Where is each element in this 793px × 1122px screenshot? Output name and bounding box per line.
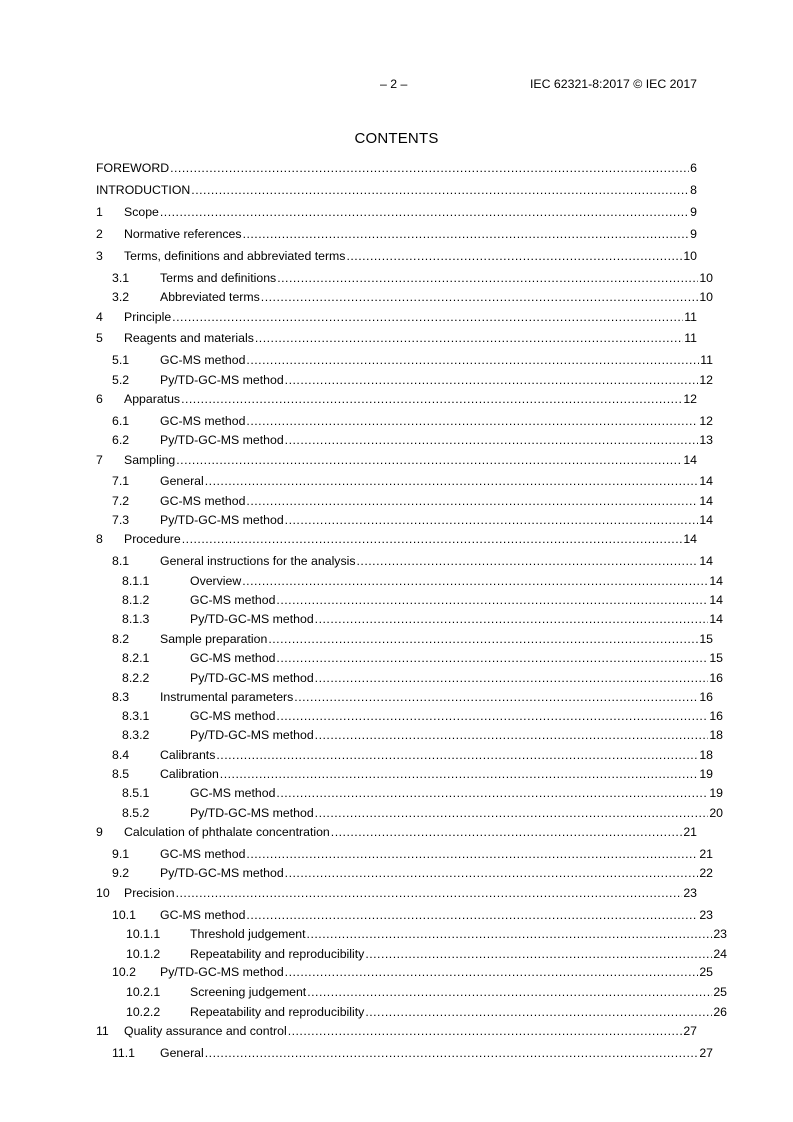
toc-entry-label[interactable]: Py/TD-GC-MS method bbox=[160, 513, 284, 527]
toc-entry[interactable] bbox=[96, 926, 727, 942]
dot-leader bbox=[315, 670, 709, 686]
toc-entry[interactable] bbox=[96, 650, 723, 666]
toc-entry[interactable] bbox=[96, 1045, 713, 1061]
toc-entry-number: 9 bbox=[96, 825, 103, 839]
toc-entry[interactable] bbox=[96, 785, 723, 801]
dot-leader bbox=[216, 747, 698, 763]
toc-entry-label[interactable]: Repeatability and reproducibility bbox=[190, 947, 365, 961]
toc-entry-page[interactable]: 13 bbox=[699, 433, 713, 447]
toc-entry-page[interactable]: 14 bbox=[709, 574, 723, 588]
toc-entry-number: 10.2.2 bbox=[126, 1005, 161, 1019]
toc-entry[interactable] bbox=[96, 946, 727, 962]
toc-entry-number: 9.1 bbox=[112, 847, 130, 861]
toc-entry-number: 8.5.2 bbox=[122, 806, 150, 820]
dot-leader bbox=[285, 512, 699, 528]
dot-leader bbox=[246, 907, 698, 923]
toc-entry-label[interactable]: GC-MS method bbox=[160, 847, 246, 861]
toc-entry-page[interactable]: 16 bbox=[709, 671, 723, 685]
dot-leader bbox=[307, 984, 712, 1000]
toc-entry[interactable] bbox=[96, 885, 697, 901]
toc-entry-number: 5.1 bbox=[112, 353, 130, 367]
toc-entry-page[interactable]: 8 bbox=[690, 183, 697, 197]
toc-entry-page[interactable]: 12 bbox=[699, 373, 713, 387]
dot-leader bbox=[276, 592, 708, 608]
toc-entry-number: 9.2 bbox=[112, 866, 130, 880]
toc-entry-label[interactable]: Py/TD-GC-MS method bbox=[160, 373, 284, 387]
toc-entry-number: 6 bbox=[96, 392, 103, 406]
toc-entry-page[interactable]: 9 bbox=[690, 227, 697, 241]
contents-title: CONTENTS bbox=[354, 130, 439, 147]
toc-entry[interactable] bbox=[96, 964, 713, 980]
toc-entry-label[interactable]: Py/TD-GC-MS method bbox=[190, 671, 314, 685]
toc-entry[interactable] bbox=[96, 330, 697, 346]
toc-entry-number: 8 bbox=[96, 532, 103, 546]
toc-entry[interactable] bbox=[96, 805, 723, 821]
dot-leader bbox=[285, 372, 699, 388]
toc-entry-page[interactable]: 16 bbox=[699, 690, 713, 704]
page-number: – 2 – bbox=[380, 77, 408, 91]
toc-entry-number: 5.2 bbox=[112, 373, 130, 387]
toc-entry-page[interactable]: 15 bbox=[699, 632, 713, 646]
toc-entry-number: 8.5.1 bbox=[122, 786, 150, 800]
toc-entry-number: 10 bbox=[96, 886, 110, 900]
toc-entry-label[interactable]: Scope bbox=[124, 205, 159, 219]
toc-entry-number: 3 bbox=[96, 249, 103, 263]
toc-entry[interactable] bbox=[96, 670, 723, 686]
toc-entry[interactable] bbox=[96, 432, 713, 448]
toc-entry-page[interactable]: 20 bbox=[709, 806, 723, 820]
toc-entry-number: 1 bbox=[96, 205, 103, 219]
toc-entry-page[interactable]: 18 bbox=[709, 728, 723, 742]
dot-leader bbox=[346, 248, 682, 264]
toc-entry-label[interactable]: Terms, definitions and abbreviated terms bbox=[124, 249, 346, 263]
toc-entry-page[interactable]: 25 bbox=[699, 965, 713, 979]
dot-leader bbox=[220, 766, 699, 782]
toc-entry-label[interactable]: Abbreviated terms bbox=[160, 290, 260, 304]
toc-entry-page[interactable]: 11 bbox=[684, 310, 697, 324]
dot-leader bbox=[315, 727, 709, 743]
dot-leader bbox=[365, 1004, 712, 1020]
dot-leader bbox=[246, 352, 699, 368]
toc-entry[interactable] bbox=[96, 611, 723, 627]
toc-entry-page[interactable]: 21 bbox=[683, 825, 697, 839]
toc-entry-page[interactable]: 16 bbox=[709, 709, 723, 723]
toc-entry-number: 8.3.1 bbox=[122, 709, 150, 723]
toc-entry[interactable] bbox=[96, 531, 697, 547]
dot-leader bbox=[315, 805, 709, 821]
toc-entry-number: 10.1.1 bbox=[126, 927, 161, 941]
toc-entry-label[interactable]: Sample preparation bbox=[160, 632, 268, 646]
toc-entry[interactable] bbox=[96, 689, 713, 705]
toc-entry[interactable] bbox=[96, 846, 713, 862]
toc-entry[interactable] bbox=[96, 553, 713, 569]
dot-leader bbox=[331, 824, 683, 840]
toc-entry-label[interactable]: Instrumental parameters bbox=[160, 690, 294, 704]
toc-entry-label[interactable]: Normative references bbox=[124, 227, 242, 241]
toc-entry-number: 7.3 bbox=[112, 513, 130, 527]
toc-entry-label[interactable]: General instructions for the analysis bbox=[160, 554, 356, 568]
toc-entry-number: 4 bbox=[96, 310, 103, 324]
toc-entry-page[interactable]: 23 bbox=[713, 927, 727, 941]
toc-entry-label[interactable]: GC-MS method bbox=[160, 414, 246, 428]
toc-entry-page[interactable]: 27 bbox=[699, 1046, 713, 1060]
toc-entry[interactable] bbox=[96, 289, 713, 305]
dot-leader bbox=[268, 631, 698, 647]
toc-entry-label[interactable]: GC-MS method bbox=[190, 651, 276, 665]
toc-entry-label[interactable]: INTRODUCTION bbox=[96, 183, 191, 197]
toc-entry-number: 8.2.1 bbox=[122, 651, 150, 665]
dot-leader bbox=[160, 204, 689, 220]
dot-leader bbox=[170, 160, 689, 176]
toc-entry[interactable] bbox=[96, 573, 723, 589]
toc-entry-page[interactable]: 14 bbox=[699, 513, 713, 527]
dot-leader bbox=[181, 391, 682, 407]
toc-entry[interactable] bbox=[96, 984, 727, 1000]
toc-entry-label[interactable]: Principle bbox=[124, 310, 172, 324]
toc-entry-page[interactable]: 14 bbox=[683, 453, 697, 467]
toc-entry[interactable] bbox=[96, 352, 713, 368]
toc-entry-label[interactable]: Py/TD-GC-MS method bbox=[190, 612, 314, 626]
toc-entry[interactable] bbox=[96, 473, 713, 489]
dot-leader bbox=[288, 1023, 683, 1039]
document-id: IEC 62321-8:2017 © IEC 2017 bbox=[530, 77, 697, 91]
toc-entry-number: 6.1 bbox=[112, 414, 130, 428]
toc-entry-label[interactable]: FOREWORD bbox=[96, 161, 170, 175]
toc-entry-page[interactable]: 22 bbox=[699, 866, 713, 880]
toc-entry-page[interactable]: 14 bbox=[699, 474, 713, 488]
dot-leader bbox=[276, 785, 708, 801]
toc-entry-page[interactable]: 12 bbox=[699, 414, 713, 428]
toc-entry-number: 2 bbox=[96, 227, 103, 241]
toc-entry-number: 8.5 bbox=[112, 767, 130, 781]
toc-entry-page[interactable]: 10 bbox=[699, 271, 713, 285]
dot-leader bbox=[191, 182, 689, 198]
dot-leader bbox=[276, 650, 708, 666]
toc-entry[interactable] bbox=[96, 391, 697, 407]
toc-entry-page[interactable]: 23 bbox=[699, 908, 713, 922]
toc-entry-label[interactable]: Overview bbox=[190, 574, 242, 588]
toc-entry[interactable] bbox=[96, 592, 723, 608]
toc-entry-number: 8.3 bbox=[112, 690, 130, 704]
toc-entry[interactable] bbox=[96, 727, 723, 743]
toc-entry[interactable] bbox=[96, 907, 713, 923]
toc-entry[interactable] bbox=[96, 824, 697, 840]
toc-entry-number: 5 bbox=[96, 331, 103, 345]
toc-entry[interactable] bbox=[96, 309, 697, 325]
toc-entry-label[interactable]: Py/TD-GC-MS method bbox=[160, 433, 284, 447]
toc-entry-label[interactable]: Threshold judgement bbox=[190, 927, 306, 941]
toc-entry-label[interactable]: Screening judgement bbox=[190, 985, 307, 999]
toc-entry[interactable] bbox=[96, 204, 697, 220]
dot-leader bbox=[243, 226, 690, 242]
dot-leader bbox=[255, 330, 683, 346]
toc-entry-page[interactable]: 21 bbox=[699, 847, 713, 861]
toc-entry-page[interactable]: 25 bbox=[713, 985, 727, 999]
toc-entry-label[interactable]: Sampling bbox=[124, 453, 176, 467]
toc-entry-label[interactable]: GC-MS method bbox=[190, 786, 276, 800]
toc-entry[interactable] bbox=[96, 766, 713, 782]
toc-entry[interactable] bbox=[96, 413, 713, 429]
toc-entry-label[interactable]: Terms and definitions bbox=[160, 271, 277, 285]
toc-entry[interactable] bbox=[96, 248, 697, 264]
toc-entry-number: 10.2.1 bbox=[126, 985, 161, 999]
toc-entry[interactable] bbox=[96, 1023, 697, 1039]
toc-entry[interactable] bbox=[96, 493, 713, 509]
toc-entry-number: 8.2 bbox=[112, 632, 130, 646]
toc-entry-page[interactable]: 10 bbox=[699, 290, 713, 304]
dot-leader bbox=[277, 270, 698, 286]
toc-entry[interactable] bbox=[96, 512, 713, 528]
toc-entry-page[interactable]: 23 bbox=[683, 886, 697, 900]
toc-entry-label[interactable]: Apparatus bbox=[124, 392, 181, 406]
toc-entry-label[interactable]: GC-MS method bbox=[190, 709, 276, 723]
toc-entry-page[interactable]: 14 bbox=[709, 612, 723, 626]
toc-entry[interactable] bbox=[96, 865, 713, 881]
toc-entry-page[interactable]: 11 bbox=[684, 331, 697, 345]
toc-entry-number: 8.3.2 bbox=[122, 728, 150, 742]
toc-entry-page[interactable]: 11 bbox=[700, 353, 713, 367]
toc-entry[interactable] bbox=[96, 708, 723, 724]
toc-entry-label[interactable]: Repeatability and reproducibility bbox=[190, 1005, 365, 1019]
toc-entry-number: 8.2.2 bbox=[122, 671, 150, 685]
toc-entry[interactable] bbox=[96, 1004, 727, 1020]
toc-entry-label[interactable]: Reagents and materials bbox=[124, 331, 254, 345]
dot-leader bbox=[294, 689, 698, 705]
toc-entry[interactable] bbox=[96, 372, 713, 388]
toc-entry-number: 8.1.1 bbox=[122, 574, 150, 588]
toc-entry[interactable] bbox=[96, 226, 697, 242]
dot-leader bbox=[285, 964, 699, 980]
toc-entry-number: 8.4 bbox=[112, 748, 130, 762]
toc-entry-number: 3.1 bbox=[112, 271, 130, 285]
toc-entry-page[interactable]: 15 bbox=[709, 651, 723, 665]
toc-entry-page[interactable]: 6 bbox=[690, 161, 697, 175]
dot-leader bbox=[285, 432, 699, 448]
dot-leader bbox=[176, 885, 683, 901]
toc-entry-number: 6.2 bbox=[112, 433, 130, 447]
toc-entry[interactable] bbox=[96, 747, 713, 763]
dot-leader bbox=[315, 611, 709, 627]
toc-entry-page[interactable]: 9 bbox=[690, 205, 697, 219]
toc-entry-number: 8.1 bbox=[112, 554, 130, 568]
dot-leader bbox=[246, 413, 698, 429]
toc-entry-label[interactable]: Procedure bbox=[124, 532, 181, 546]
toc-entry-page[interactable]: 14 bbox=[699, 554, 713, 568]
toc-entry-label[interactable]: Py/TD-GC-MS method bbox=[160, 866, 284, 880]
toc-entry-label[interactable]: GC-MS method bbox=[160, 494, 246, 508]
toc-entry[interactable] bbox=[96, 160, 697, 176]
toc-entry-label[interactable]: GC-MS method bbox=[190, 593, 276, 607]
toc-entry[interactable] bbox=[96, 182, 697, 198]
toc-entry[interactable] bbox=[96, 452, 697, 468]
dot-leader bbox=[182, 531, 683, 547]
toc-entry-page[interactable]: 27 bbox=[683, 1024, 697, 1038]
dot-leader bbox=[205, 473, 699, 489]
toc-entry-page[interactable]: 10 bbox=[683, 249, 697, 263]
toc-entry-number: 3.2 bbox=[112, 290, 130, 304]
dot-leader bbox=[307, 926, 713, 942]
toc-entry-page[interactable]: 19 bbox=[699, 767, 713, 781]
toc-entry-number: 7 bbox=[96, 453, 103, 467]
toc-entry-page[interactable]: 14 bbox=[699, 494, 713, 508]
dot-leader bbox=[172, 309, 683, 325]
toc-entry-label[interactable]: Calculation of phthalate concentration bbox=[124, 825, 330, 839]
toc-entry-label[interactable]: Py/TD-GC-MS method bbox=[160, 965, 284, 979]
dot-leader bbox=[242, 573, 708, 589]
toc-entry-number: 11 bbox=[96, 1024, 109, 1038]
toc-entry-number: 7.2 bbox=[112, 494, 130, 508]
toc-entry-page[interactable]: 26 bbox=[713, 1005, 727, 1019]
toc-entry-page[interactable]: 19 bbox=[709, 786, 723, 800]
dot-leader bbox=[246, 493, 698, 509]
toc-entry-label[interactable]: GC-MS method bbox=[160, 353, 246, 367]
toc-entry-label[interactable]: Calibration bbox=[160, 767, 219, 781]
dot-leader bbox=[365, 946, 712, 962]
toc-entry-number: 10.2 bbox=[112, 965, 136, 979]
toc-entry-page[interactable]: 18 bbox=[699, 748, 713, 762]
dot-leader bbox=[356, 553, 698, 569]
toc-entry-label[interactable]: Calibrants bbox=[160, 748, 216, 762]
dot-leader bbox=[205, 1045, 699, 1061]
toc-entry-label[interactable]: Precision bbox=[124, 886, 175, 900]
toc-entry-label[interactable]: Py/TD-GC-MS method bbox=[190, 728, 314, 742]
toc-entry-number: 10.1.2 bbox=[126, 947, 161, 961]
toc-entry[interactable] bbox=[96, 631, 713, 647]
toc-entry[interactable] bbox=[96, 270, 713, 286]
dot-leader bbox=[285, 865, 699, 881]
toc-entry-label[interactable]: GC-MS method bbox=[160, 908, 246, 922]
dot-leader bbox=[261, 289, 699, 305]
dot-leader bbox=[276, 708, 708, 724]
toc-entry-label[interactable]: Py/TD-GC-MS method bbox=[190, 806, 314, 820]
toc-entry-page[interactable]: 14 bbox=[683, 532, 697, 546]
toc-entry-number: 7.1 bbox=[112, 474, 130, 488]
toc-entry-number: 10.1 bbox=[112, 908, 136, 922]
toc-entry-page[interactable]: 12 bbox=[683, 392, 697, 406]
toc-entry-label[interactable]: Quality assurance and control bbox=[124, 1024, 287, 1038]
toc-entry-number: 8.1.3 bbox=[122, 612, 150, 626]
toc-entry-number: 8.1.2 bbox=[122, 593, 150, 607]
toc-entry-number: 11.1 bbox=[112, 1046, 136, 1060]
toc-entry-label[interactable]: General bbox=[160, 474, 204, 488]
dot-leader bbox=[246, 846, 698, 862]
toc-entry-page[interactable]: 24 bbox=[713, 947, 727, 961]
dot-leader bbox=[176, 452, 682, 468]
toc-entry-page[interactable]: 14 bbox=[709, 593, 723, 607]
toc-entry-label[interactable]: General bbox=[160, 1046, 204, 1060]
